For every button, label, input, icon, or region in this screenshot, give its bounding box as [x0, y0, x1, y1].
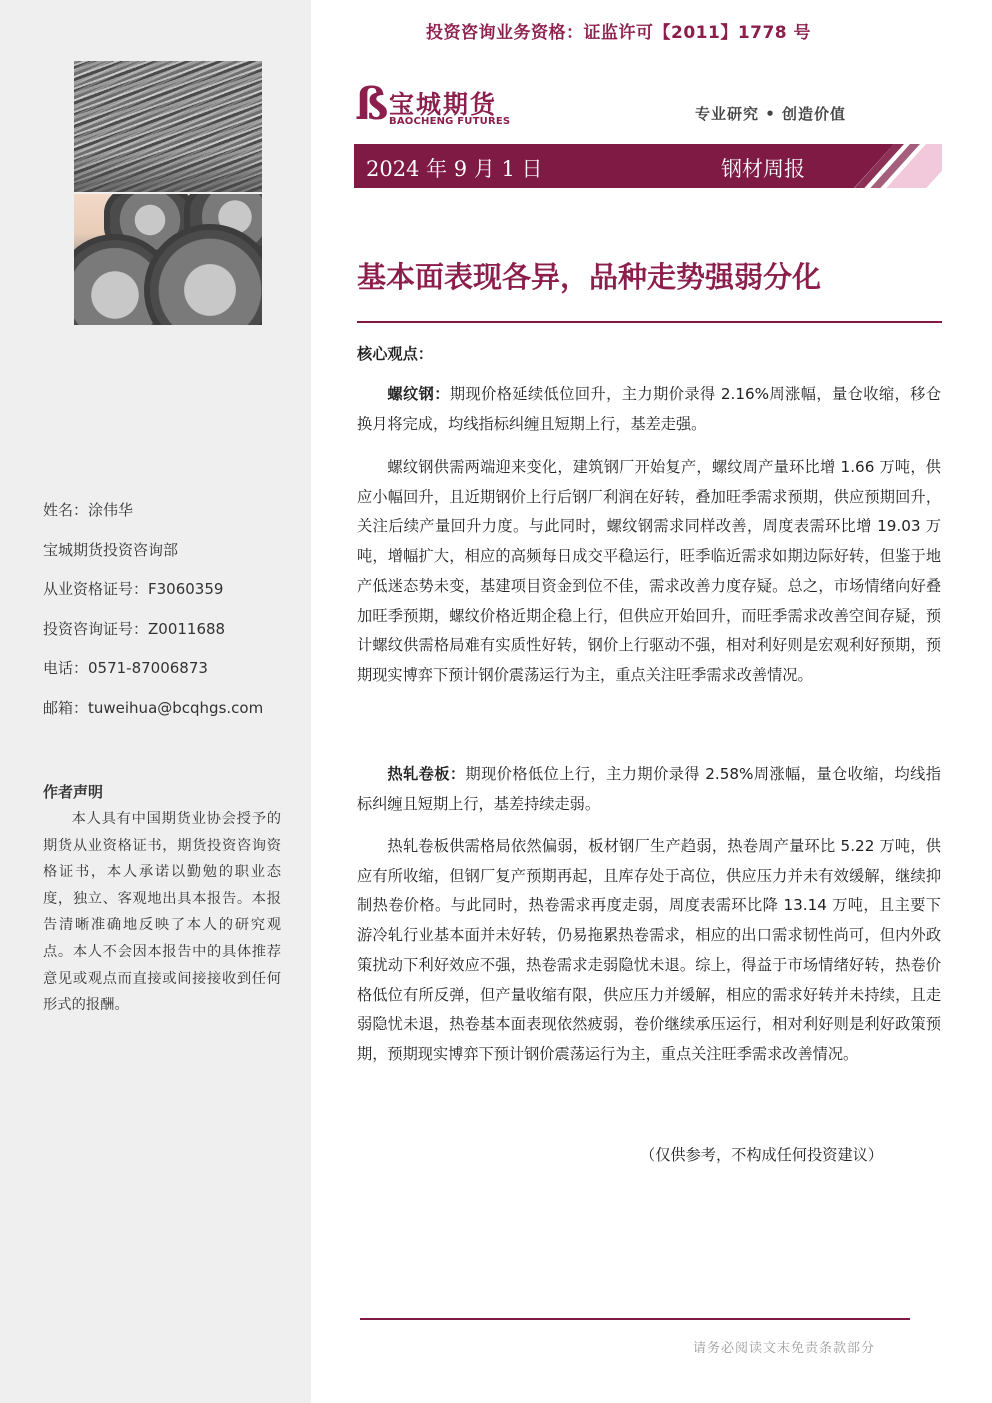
- rebar-detail-section: [357, 453, 941, 691]
- logo-mark-icon: ß: [355, 79, 389, 130]
- phone: 电话：0571-87006873: [43, 659, 208, 678]
- rebar-label: 螺纹钢：: [387, 385, 450, 403]
- rebar-photo: [74, 61, 262, 192]
- hrc-label: 热轧卷板：: [387, 765, 466, 783]
- rebar-detail: 螺纹钢供需两端迎来变化，建筑钢厂开始复产，螺纹周产量环比增 1.66 万吨，供应小幅回升，且近期钢价上行后钢厂利润在好转，叠加旺季需求预期，供应预期回升，关注后续产量回升力度。与此同时，螺纹钢需求同样改善，周度表需环比增 19.03 万吨，增幅扩大，相应的高频每日成交平稳运行，旺季临近需求如期边际好转，但鉴于地产低迷态势未变，基建项目资金到位不佳，需求改善力度存疑。总之，市场情绪向好叠加旺季预期，螺纹价格近期企稳上行，但供应开始回升，而旺季需求改善空间存疑，预计螺纹供需格局难有实质性好转，钢价上行驱动不强，相对利好则是宏观利好预期，预期现实博弈下预计钢价震荡运行为主，重点关注旺季需求改善情况。: [357, 458, 941, 684]
- investment-disclaimer: （仅供参考，不构成任何投资建议）: [640, 1146, 883, 1164]
- author-department: 宝城期货投资咨询部: [43, 540, 179, 559]
- license-notice: 投资咨询业务资格：证监许可【2011】1778 号: [426, 23, 812, 43]
- report-type: 钢材周报: [721, 157, 805, 181]
- footer-divider: [360, 1318, 910, 1320]
- rebar-summary: [357, 380, 941, 439]
- practice-license: 从业资格证号：F3060359: [43, 580, 224, 599]
- report-date: 2024 年 9 月 1 日: [366, 157, 543, 181]
- steel-coil-photo: [74, 194, 262, 325]
- hrc-detail: 热轧卷板供需格局依然偏弱，板材钢厂生产趋弱，热卷周产量环比 5.22 万吨，供应有所收缩，但钢厂复产预期再起，且库存处于高位，供应压力并未有效缓解，继续抑制热卷价格。与此同时，热卷需求再度走弱，周度表需环比降 13.14 万吨，且主要下游冷轧行业基本面并未好转，仍易拖累热卷需求，相应的出口需求韧性尚可，但内外政策扰动下利好效应不强，热卷需求走弱隐忧未退。综上，得益于市场情绪好转，热卷价格低位有所反弹，但产量收缩有限，供应压力并缓解，相应的需求好转并未持续，且走弱隐忧未退，热卷基本面表现依然疲弱，卷价继续承压运行，相对利好则是利好政策预期，预期现实博弈下预计钢价震荡运行为主，重点关注旺季需求改善情况。: [357, 837, 941, 1063]
- headline: 基本面表现各异，品种走势强弱分化: [357, 260, 822, 294]
- declaration-body: 本人具有中国期货业协会授予的期货从业资格证书，期货投资咨询资格证书，本人承诺以勤勉的职业态度，独立、客观地出具本报告。本报告清晰准确地反映了本人的研究观点。本人不会因本报告中的具体推荐意见或观点而直接或间接接收到任何形式的报酬。: [43, 811, 281, 1014]
- report-banner: [354, 144, 942, 188]
- hrc-summary: [357, 760, 941, 819]
- author-contact: [43, 500, 263, 738]
- footer-note: 请务必阅读文末免责条款部分: [693, 1341, 876, 1356]
- logo-chinese: 宝城期货: [389, 90, 498, 119]
- advisory-license: 投资咨询证号：Z0011688: [43, 619, 226, 638]
- logo-english: BAOCHENG FUTURES: [389, 116, 511, 127]
- author-name: 姓名：涂伟华: [43, 501, 134, 519]
- hrc-detail-section: [357, 832, 941, 1070]
- rebar-summary-section: [357, 380, 941, 439]
- declaration-title: 作者声明: [43, 783, 104, 801]
- company-logo: [355, 79, 525, 133]
- key-points-label: 核心观点：: [357, 345, 433, 363]
- sidebar: [0, 0, 311, 1403]
- hrc-summary-section: [357, 760, 941, 819]
- divider: [357, 321, 942, 323]
- slogan: 专业研究 • 创造价值: [695, 105, 847, 123]
- email: 邮箱：tuweihua@bcqhgs.com: [43, 698, 264, 717]
- hrc-summary-text: 期现价格低位上行，主力期价录得 2.58%周涨幅，量仓收缩，均线指标纠缠且短期上行，基差持续走弱。: [357, 765, 941, 813]
- rebar-summary-text: 期现价格延续低位回升，主力期价录得 2.16%周涨幅，量仓收缩，移仓换月将完成，均线指标纠缠且短期上行，基差走强。: [357, 385, 942, 433]
